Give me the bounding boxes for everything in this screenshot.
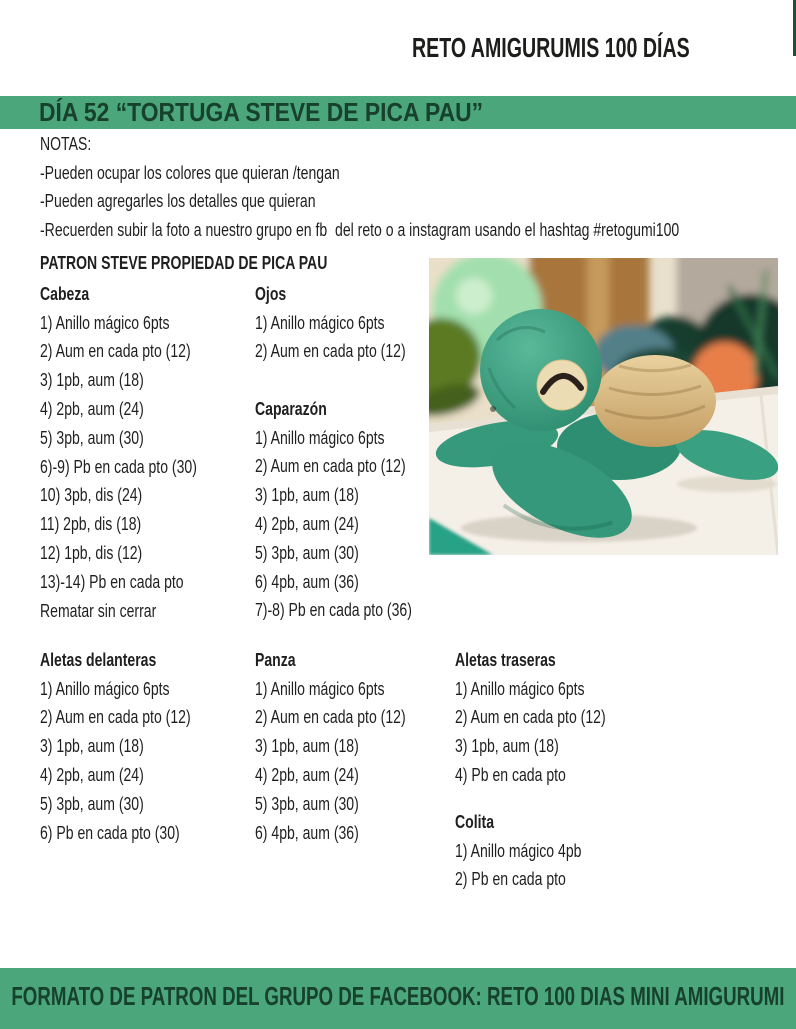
section-caparazon: [255, 395, 456, 625]
day-title-bar: [0, 96, 796, 129]
pattern-line: 3) 1pb, aum (18): [455, 736, 559, 757]
pattern-line: 5) 3pb, aum (30): [40, 427, 144, 448]
note-line: -Pueden ocupar los colores que quieran /tengan: [40, 162, 340, 183]
section-heading: Aletas traseras: [455, 649, 556, 670]
section-colita: [455, 808, 617, 894]
pattern-line: 1) Anillo mágico 4pb: [455, 840, 582, 861]
section-panza: [255, 646, 448, 848]
turtle-head: [480, 309, 602, 431]
section-heading: Colita: [455, 811, 495, 832]
pattern-line: 3) 1pb, aum (18): [40, 370, 144, 391]
pattern-line: Rematar sin cerrar: [40, 600, 157, 621]
day-title: DÍA 52 “TORTUGA STEVE DE PICA PAU”: [39, 97, 484, 127]
note-line: -Pueden agregarles los detalles que quieran: [40, 191, 316, 212]
pattern-line: 7)-8) Pb en cada pto (36): [255, 600, 412, 621]
pattern-line: 1) Anillo mágico 6pts: [255, 312, 385, 333]
pattern-line: 1) Anillo mágico 6pts: [255, 678, 385, 699]
pattern-line: 2) Aum en cada pto (12): [455, 707, 606, 728]
pattern-heading: PATRON STEVE PROPIEDAD DE PICA PAU: [40, 252, 328, 273]
pattern-line: 3) 1pb, aum (18): [40, 736, 144, 757]
pattern-line: 3) 1pb, aum (18): [255, 485, 359, 506]
pattern-line: 5) 3pb, aum (30): [255, 793, 359, 814]
pattern-line: 11) 2pb, dis (18): [40, 514, 142, 535]
pattern-line: 4) 2pb, aum (24): [40, 765, 144, 786]
section-aletas-traseras: [455, 646, 648, 790]
pattern-line: 12) 1pb, dis (12): [40, 543, 143, 564]
pattern-line: 6) Pb en cada pto (30): [40, 822, 180, 843]
pattern-line: 2) Aum en cada pto (12): [255, 707, 406, 728]
notes-heading-row: [40, 130, 796, 159]
section-heading: Cabeza: [40, 283, 90, 304]
brand-title: RETO AMIGURUMIS 100 DÍAS: [412, 32, 690, 63]
notes-heading: NOTAS:: [40, 133, 92, 154]
pattern-line: 4) 2pb, aum (24): [255, 514, 359, 535]
pattern-line: 2) Aum en cada pto (12): [255, 341, 406, 362]
footer-text: FORMATO DE PATRON DEL GRUPO DE FACEBOOK: RETO 100 DIAS MINI AMIGURUMI: [11, 981, 785, 1011]
pattern-line: 3) 1pb, aum (18): [255, 736, 359, 757]
pattern-line: 4) 2pb, aum (24): [255, 765, 359, 786]
notes-block: [40, 130, 796, 245]
pattern-line: 2) Pb en cada pto: [455, 869, 566, 890]
footer-bar: [0, 968, 796, 1029]
pattern-line: 1) Anillo mágico 6pts: [40, 312, 170, 333]
pattern-line: 2) Aum en cada pto (12): [255, 456, 406, 477]
pattern-line: 6)-9) Pb en cada pto (30): [40, 456, 197, 477]
pattern-line: 1) Anillo mágico 6pts: [255, 427, 385, 448]
pattern-line: 6) 4pb, aum (36): [255, 571, 359, 592]
pattern-line: 5) 3pb, aum (30): [40, 793, 144, 814]
section-heading: Ojos: [255, 283, 287, 304]
note-line: -Recuerden subir la foto a nuestro grupo en fb del reto o a instagram usando el hashtag #retogumi100: [40, 220, 680, 241]
section-ojos: [255, 280, 448, 366]
turtle-photo: [429, 258, 778, 555]
turtle-shell: [594, 355, 716, 447]
section-cabeza: [40, 280, 241, 626]
pattern-line: 10) 3pb, dis (24): [40, 485, 143, 506]
pattern-line: 13)-14) Pb en cada pto: [40, 571, 184, 592]
section-heading: Aletas delanteras: [40, 649, 157, 670]
pattern-line: 1) Anillo mágico 6pts: [40, 678, 170, 699]
pattern-heading-row: [40, 249, 408, 278]
pattern-line: 4) Pb en cada pto: [455, 765, 566, 786]
section-heading: Panza: [255, 649, 296, 670]
section-heading: Caparazón: [255, 398, 327, 419]
section-aletas-delanteras: [40, 646, 233, 848]
pattern-line: 6) 4pb, aum (36): [255, 822, 359, 843]
pattern-line: 5) 3pb, aum (30): [255, 542, 359, 563]
pattern-line: 2) Aum en cada pto (12): [40, 707, 191, 728]
pattern-line: 1) Anillo mágico 6pts: [455, 678, 585, 699]
pattern-line: 2) Aum en cada pto (12): [40, 341, 191, 362]
brand-header: [410, 6, 790, 90]
pattern-line: 4) 2pb, aum (24): [40, 399, 144, 420]
